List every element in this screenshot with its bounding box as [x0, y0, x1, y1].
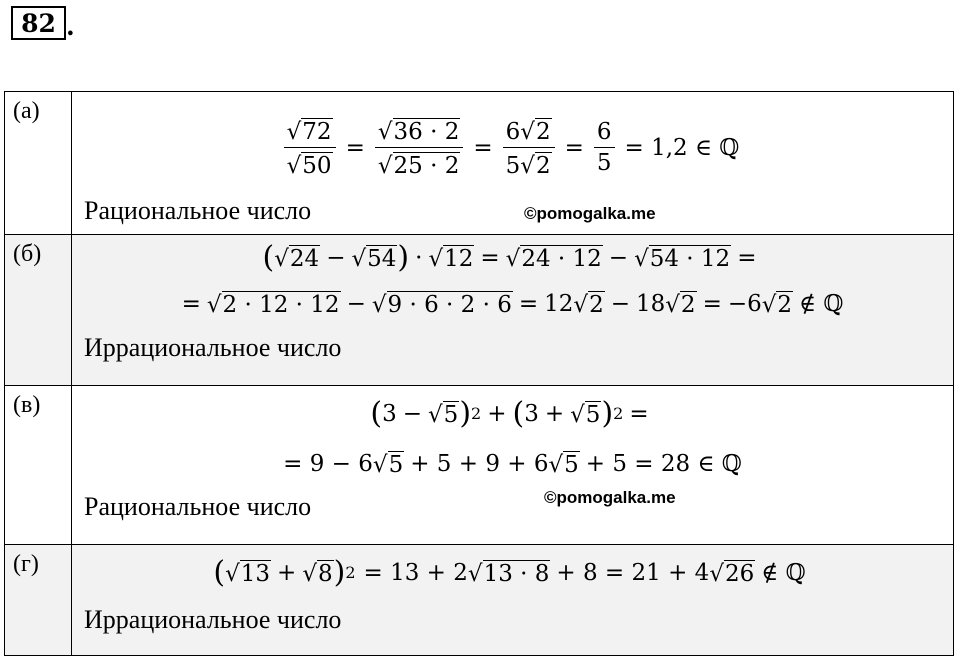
- row-label: (г): [5, 545, 72, 656]
- fraction: [594, 121, 615, 175]
- solution-row-a: [5, 92, 954, 235]
- watermark: ©pomogalka.me: [544, 488, 676, 507]
- radicand: 8: [317, 561, 333, 587]
- result: ∉ ℚ: [799, 290, 844, 317]
- term: + 8 = 21 + 4: [556, 559, 710, 586]
- radicand: 24: [289, 246, 320, 272]
- radicand: 5: [443, 402, 459, 428]
- term: + 5 + 9 + 6: [410, 450, 549, 477]
- equation-b-line-2: = √ 2 · 12 · 12 − √ 9 · 6 · 2 · 6 = 12 √ 2 − 18 √ 2 = −6 √ 2 ∉ ℚ: [72, 281, 953, 327]
- radicand: 2: [777, 292, 793, 318]
- term: = 9 − 6: [283, 450, 373, 477]
- solution-row-d: [5, 545, 954, 656]
- watermark: ©pomogalka.me: [524, 204, 656, 223]
- equation-d: ( √ 13 + √ 8 ) 2 = 13 + 2 √ 13 · 8 + 8 = 21 + 4 √ 26 ∉ ℚ: [72, 545, 953, 601]
- exponent: 2: [613, 404, 624, 423]
- problem-number-text: 82: [21, 8, 56, 38]
- coefficient: 12: [544, 290, 574, 317]
- row-label: (в): [5, 386, 72, 545]
- solution-table: [4, 91, 954, 656]
- radicand: 2 · 12 · 12: [222, 292, 340, 318]
- radicand: 26: [724, 561, 755, 587]
- radicand: 12: [444, 246, 474, 272]
- row-label: (б): [5, 235, 72, 386]
- solution-row-c: [5, 386, 954, 545]
- row-caption: Рациональное число: [84, 196, 312, 225]
- row-caption: Рациональное число: [84, 492, 312, 521]
- solution-row-b: [5, 235, 954, 386]
- coefficient: 6: [505, 119, 521, 145]
- result: + 5 = 28 ∈ ℚ: [585, 450, 742, 477]
- radicand: 13 · 8: [483, 561, 550, 587]
- row-body: [72, 545, 954, 656]
- row-body: [72, 386, 954, 545]
- equation-c-line-2: = 9 − 6 √ 5 + 5 + 9 + 6 √ 5 + 5 = 28 ∈ ℚ: [283, 450, 742, 478]
- equation-b-line-1: ( √ 24 − √ 54 ) · √ 12 = √ 24 · 12 − √ 54 · 12 =: [262, 240, 757, 275]
- radicand: 5: [388, 452, 404, 478]
- radicand: 36 · 2: [393, 119, 460, 145]
- denominator: 5: [594, 147, 615, 175]
- coefficient: −6: [727, 290, 762, 317]
- radicand: 2: [589, 292, 604, 318]
- term: 3: [524, 400, 539, 427]
- exponent: 2: [471, 404, 482, 423]
- problem-number-dot: .: [66, 12, 75, 41]
- numerator: 6: [596, 119, 612, 145]
- radicand: 9 · 6 · 2 · 6: [387, 292, 512, 318]
- fraction: √ 72 √ 50: [284, 118, 336, 178]
- radicand: 54: [367, 246, 397, 272]
- term: = 13 + 2: [363, 559, 468, 586]
- row-body: [72, 92, 954, 235]
- result: ∉ ℚ: [761, 559, 806, 586]
- radicand: 24 · 12: [521, 246, 602, 272]
- row-body: [72, 235, 954, 386]
- problem-number: [11, 6, 66, 40]
- radicand: 54 · 12: [649, 246, 731, 272]
- radicand: 2: [680, 292, 696, 318]
- radicand: 25 · 2: [393, 153, 460, 179]
- row-caption: Иррациональное число: [84, 605, 342, 634]
- radicand: 2: [535, 119, 551, 145]
- row-label: (а): [5, 92, 72, 235]
- radicand: 13: [240, 561, 271, 587]
- radicand: 5: [585, 402, 601, 428]
- term: 3: [382, 400, 397, 427]
- radicand: 2: [535, 153, 551, 179]
- coefficient: 18: [635, 290, 666, 317]
- exponent: 2: [345, 563, 356, 582]
- fraction: 6√ 2 5√ 2: [503, 118, 555, 178]
- row-caption: Иррациональное число: [84, 333, 342, 362]
- coefficient: 5: [505, 153, 521, 179]
- equation-c-line-1: ( 3 − √ 5 ) 2 + ( 3 + √ 5 ) 2 =: [370, 396, 649, 431]
- equation-a: √ 72 √ 50 = √ 36 · 2 √ 25 · 2 = 6√ 2 5√ 2 = $\frac{6}{5}$ = 1,2 ∈ ℚ: [72, 98, 953, 198]
- result: = 1,2 ∈ ℚ: [624, 134, 740, 161]
- radicand: 5: [564, 452, 579, 478]
- radicand: 50: [302, 153, 332, 179]
- radicand: 72: [302, 119, 332, 145]
- fraction: √ 36 · 2 √ 25 · 2: [375, 118, 464, 178]
